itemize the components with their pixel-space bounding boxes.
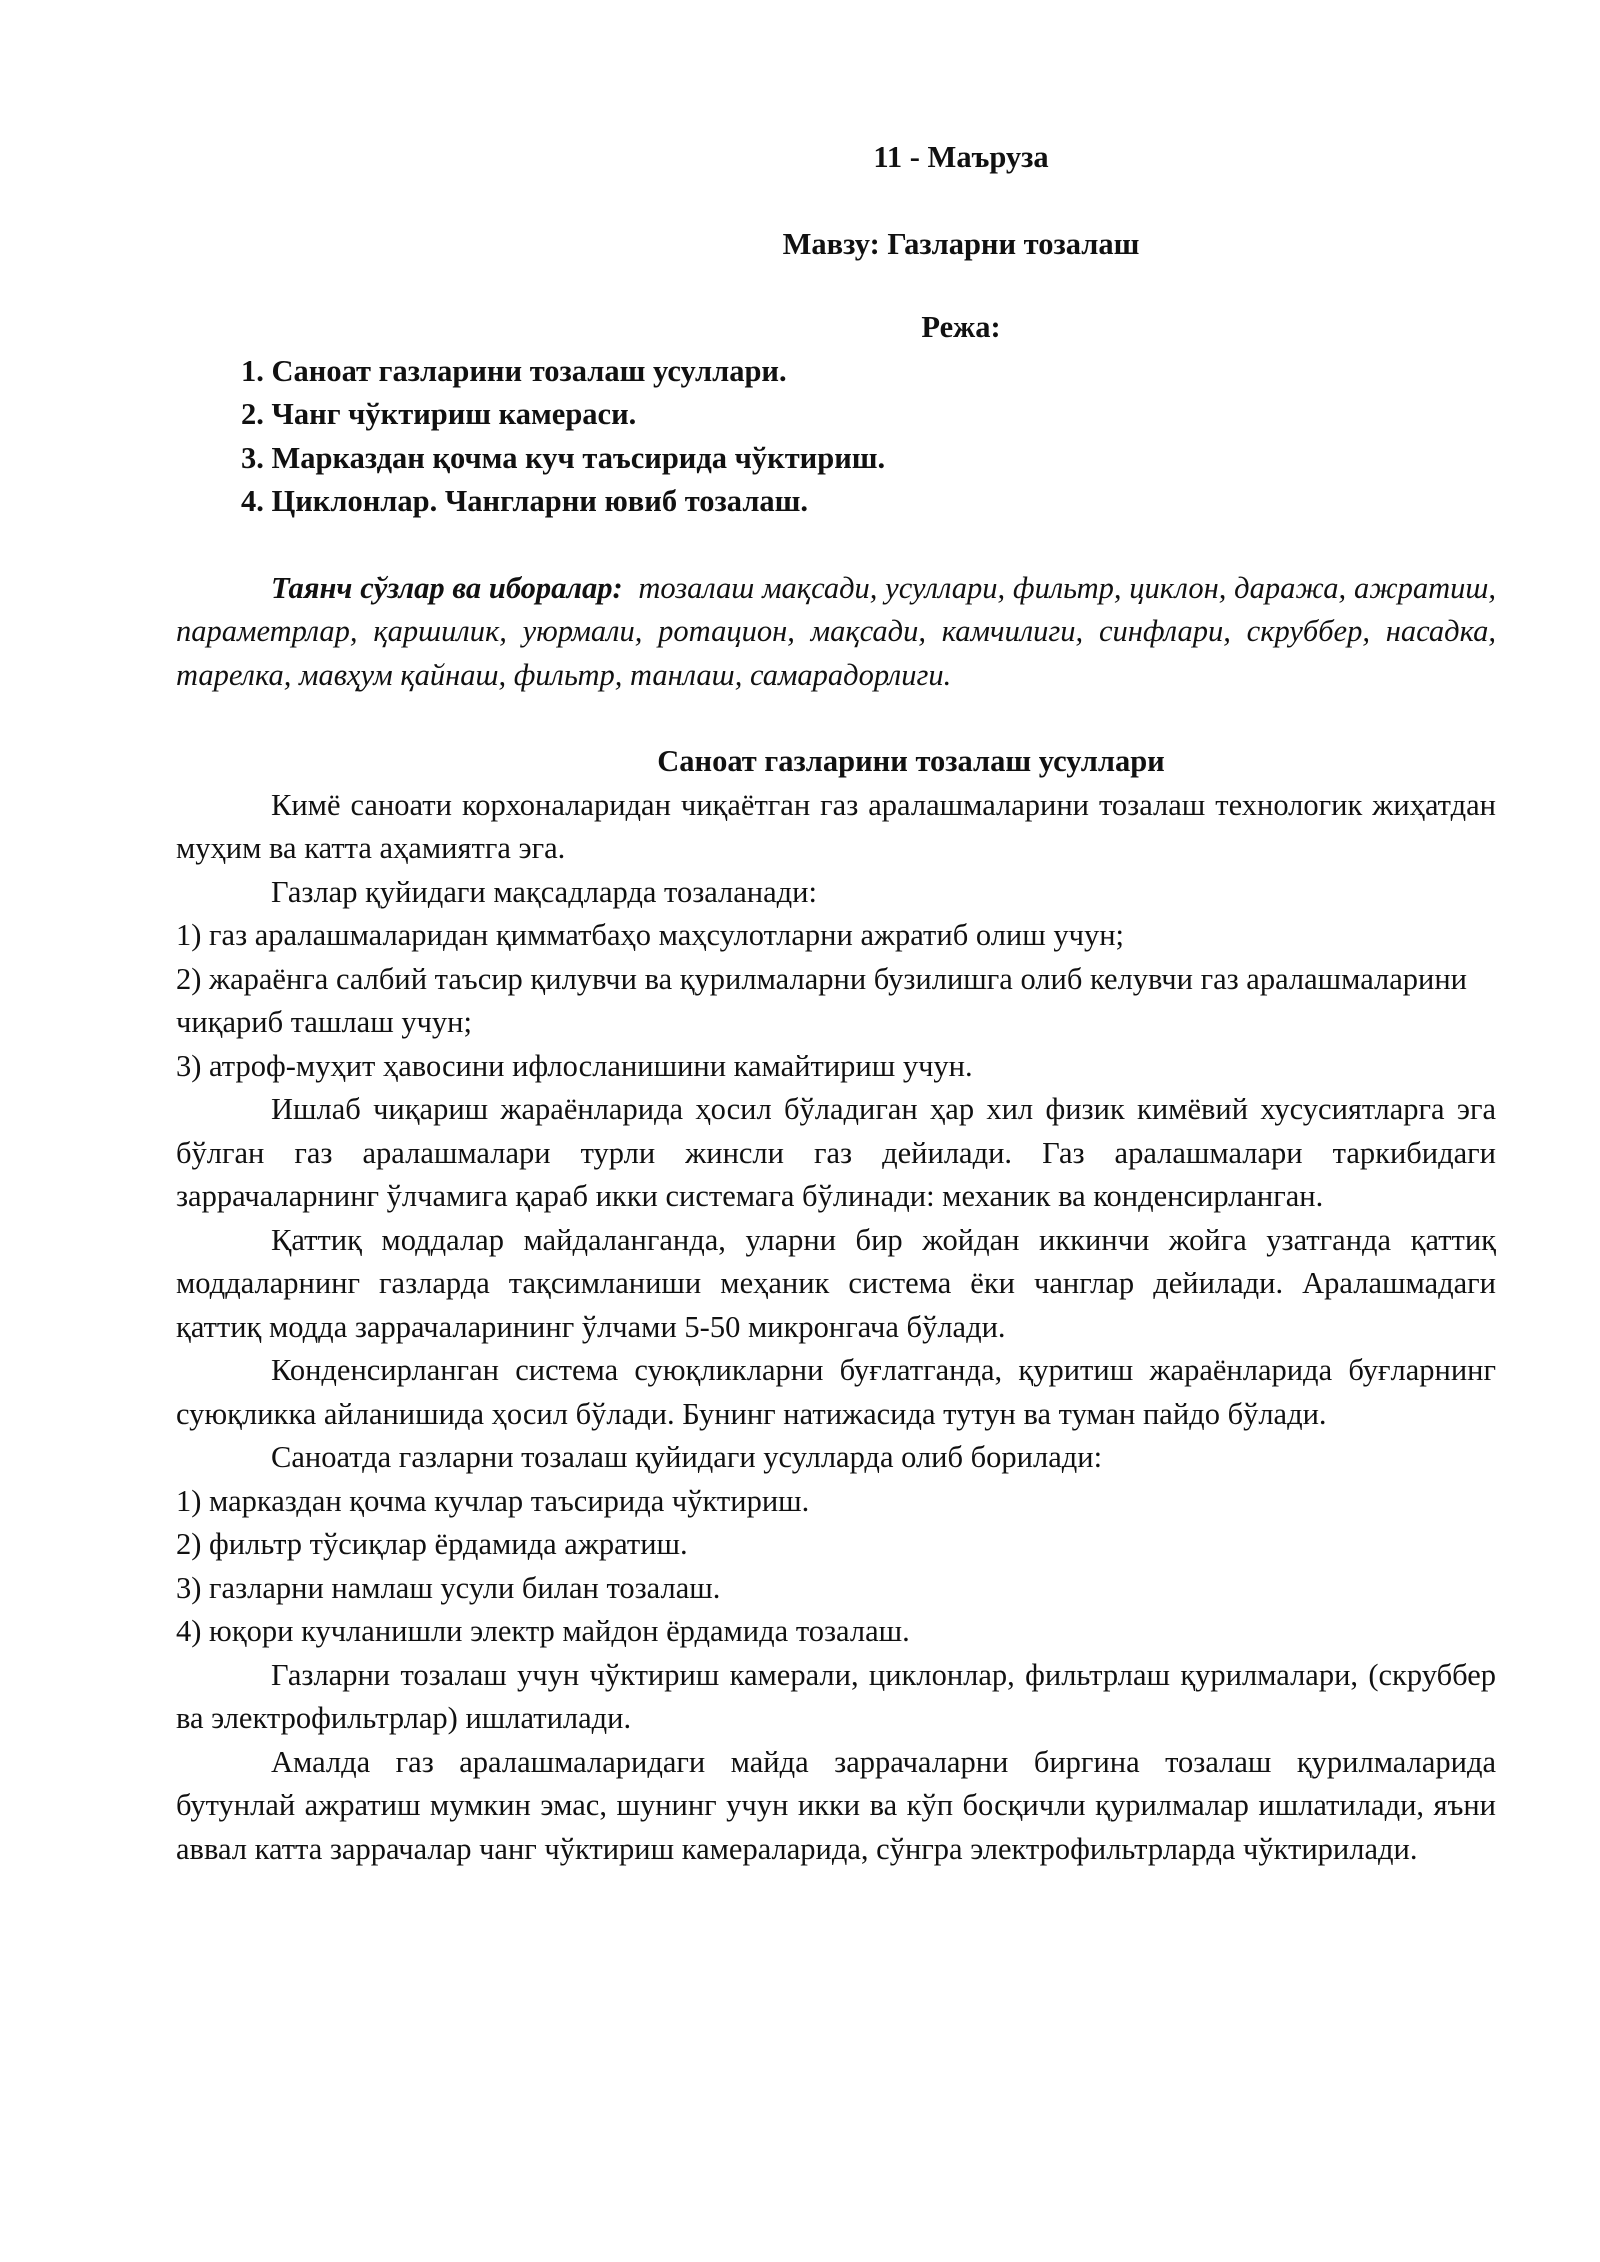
list-item: 2) фильтр тўсиқлар ёрдамида ажратиш. — [176, 1527, 688, 1561]
plan-item: 3. Марказдан қочма куч таъсирида чўктириш. — [241, 440, 886, 475]
body-paragraph: Кимё саноати корхоналаридан чиқаётган газ аралашмаларини тозалаш технологик жиҳатдан муҳим ва катта аҳамиятга эга. — [176, 787, 1496, 865]
list-item: 3) атроф-муҳит ҳавосини ифлосланишини камайтириш учун. — [176, 1048, 973, 1083]
body-paragraph: Ишлаб чиқариш жараёнларида ҳосил бўладиган ҳар хил физик кимёвий хусусиятларга эга бўлган газ аралашмалари турли жинсли газ дейилади. Газ аралашмалари таркибидаги заррачаларнинг ўлчамига қараб икки системага бўлинади: механик ва конденсирланган. — [176, 1092, 1496, 1213]
body-paragraph: Конденсирланган система суюқликларни буғлатганда, қуритиш жараёнларида буғларнинг суюқликка айланишида ҳосил бўлади. Бунинг натижасида тутун ва туман пайдо бўлади. — [176, 1353, 1496, 1431]
lecture-number: 11 - Маъруза — [873, 140, 1049, 174]
list-item: 1) марказдан қочма кучлар таъсирида чўктириш. — [176, 1483, 810, 1518]
document-content — [176, 136, 1496, 1871]
list-item: 2) жараёнга салбий таъсир қилувчи ва қурилмаларни бузилишга олиб келувчи газ аралашмаларини чиқариб ташлаш учун; — [176, 961, 1467, 1039]
body-paragraph: Қаттиқ моддалар майдаланганда, уларни бир жойдан иккинчи жойга узатганда қаттиқ моддаларнинг газларда тақсимланиши меҳаник система ёки чанглар дейилади. Аралашмадаги қаттиқ модда заррачаларининг ўлчами 5-50 микронгача бўлади. — [176, 1222, 1496, 1344]
list-item: 4) юқори кучланишли электр майдон ёрдамида тозалаш. — [176, 1614, 910, 1648]
body-paragraph: Газлар қуйидаги мақсадларда тозаланади: — [271, 874, 817, 909]
plan-list — [176, 350, 1496, 524]
keywords-text: тозалаш мақсади, усуллари, фильтр, циклон, даража, ажратиш, параметрлар, қаршилик, уюрмали, ротацион, мақсади, камчилиги, синфлари, скруббер, насадка, тарелка, мавҳум қайнаш, фильтр, танлаш, самарадорлиги. — [176, 570, 1497, 692]
body-paragraph: Амалда газ аралашмаларидаги майда заррачаларни биргина тозалаш қурилмаларида бутунлай ажратиш мумкин эмас, шунинг учун икки ва кўп босқичли қурилмалар ишлатилади, яъни аввал катта заррачалар чанг чўктириш камераларида, сўнгра электрофильтрларда чўктирилади. — [176, 1744, 1496, 1866]
body-paragraph: Газларни тозалаш учун чўктириш камерали, циклонлар, фильтрлаш қурилмалари, (скруббер ва электрофильтрлар) ишлатилади. — [176, 1657, 1496, 1735]
plan-item: 4. Циклонлар. Чангларни ювиб тозалаш. — [241, 484, 809, 518]
keywords-label: Таянч сўзлар ва иборалар: — [271, 570, 623, 605]
plan-item: 2. Чанг чўктириш камераси. — [241, 397, 637, 431]
list-item: 3) газларни намлаш усули билан тозалаш. — [176, 1570, 721, 1605]
plan-title: Режа: — [921, 310, 1001, 344]
body-paragraph: Саноатда газларни тозалаш қуйидаги усулларда олиб борилади: — [271, 1440, 1103, 1474]
keywords-paragraph — [176, 567, 1496, 698]
list-item: 1) газ аралашмаларидан қимматбаҳо маҳсулотларни ажратиб олиш учун; — [176, 918, 1124, 952]
plan-item: 1. Саноат газларини тозалаш усуллари. — [241, 353, 787, 388]
section-heading: Саноат газларини тозалаш усуллари — [657, 744, 1165, 778]
topic-title: Мавзу: Газларни тозалаш — [782, 226, 1140, 261]
